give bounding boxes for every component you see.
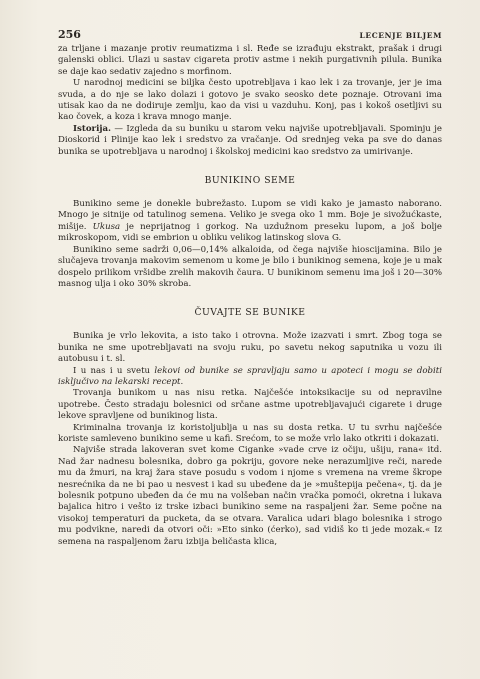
history-label: Istorija. [73,123,112,134]
seme-ukusa: Ukusa [92,221,121,232]
page-header [58,28,442,41]
section-title-cuvajte: ČUVAJTE SE BUNIKE [194,307,306,319]
seme-text-a: Bunikino seme je donekle bubrežasto. Lupom se vidi kako je jamasto naborano. Mnogo je sitnije od tatulinog semena. Veliko je svega oko 1 mm. Boje je sivožućkaste, mišije. [58,199,442,232]
cuvajte-paragraph-2 [58,366,442,389]
history-paragraph [58,124,442,158]
running-title: LECENJE BILJEM [359,31,442,40]
history-text: — Izgleda da su buniku u starom veku najviše upotrebljavali. Spominju je Dioskorid i Plinije kao lek i sredstvo za vračanje. Od srednjeg veka pa sve do danas bunika se upotrebljava u narodnoj i školskoj medicini kao sredstvo za umirivanje. [58,123,442,157]
page-body [58,44,442,548]
seme-paragraph-1 [58,199,442,245]
seme-paragraph-2: Bunikino seme sadrži 0,06—0,14% alkaloida, od čega najviše hioscijamina. Bilo je slučajeva trovanja makovim semenom u kome je bilo i bunikinog semena, koje je u mak dospelo prilikom vršidbe zrelih makovih čaura. U bunikinom semenu ima još i 20—30% masnog ulja i oko 30% skroba. [58,244,442,289]
page-number: 256 [58,28,81,41]
cuvajte-paragraph-4: Kriminalna trovanja iz koristoljublja u nas su dosta retka. U tu svrhu najčešće koriste samleveno bunikino seme u kafi. Srećom, to se može vrlo lako otkriti i dokazati. [58,422,442,444]
cuvajte-italic-text: lekovi od bunike se spravljaju samo u apoteci i mogu se dobiti isključivo na lekarski recept. [58,365,443,387]
intro-paragraph-2: U narodnoj medicini se biljka često upotrebljava i kao lek i za trovanje, jer je ima svuda, a do nje se lako dolazi i gotovo je svako seosko dete poznaje. Otrovani ima utisak kao da ne dodiruje zemlju, kao da visi u vazduhu. Konj, pas i kokoš osetljivi su kao čovek, a koza i krava mnogo manje. [58,78,442,123]
cuvajte-paragraph-3: Trovanja bunikom u nas nisu retka. Najčešće intoksikacije su od nepravilne upotrebe. Često stradaju bolesnici od srčane astme upotrebljavajući cigarete i druge lekove spravljene od bunikinog lista. [58,388,442,422]
cuvajte-text-a: I u nas i u svetu [73,365,155,376]
seme-text-b: je neprijatnog i gorkog. Na uzdužnom preseku lupom, a još bolje mikroskopom, vidi se embrion u obliku velikog latinskog slova G. [58,221,442,244]
section-title-seme: BUNIKINO SEME [204,175,296,187]
intro-paragraph-1: za trljane i mazanje protiv reumatizma i sl. Ređe se izrađuju ekstrakt, prašak i drugi galenski oblici. Ulazi u sastav cigareta protiv astme i nekih purgativnih pilula. Bunika se daje kao sedativ zajedno s morfinom. [58,44,442,77]
cuvajte-paragraph-1: Bunika je vrlo lekovita, a isto tako i otrovna. Može izazvati i smrt. Zbog toga se bunika ne sme upotrebljavati na svoju ruku, po savetu nekog saputnika u vozu ili autobusu i t. sl. [58,331,442,365]
cuvajte-paragraph-5: Najviše strada lakoveran svet kome Ciganke »vade crve iz očiju, ušiju, rana« itd. Nad žar nadnesu bolesnika, dobro ga pokriju, govore neke nerazumljive reči, narede mu da žmuri, na kraj žara stave posudu s vodom i njome s vremena na vreme škrope nesrećnika da ne bi pao u nesvest i kad su ubeđene da je »muštерija pečena«, tj. da je bolesnik potpuno ubeđen da će mu na volšeban način vračka pomoći, okretna i lukava bajalica hitro i veštо iz trske izbaci bunikino seme na raspaljeni žar. Seme počne na visokoj temperaturi da pucketa, da se otvara. Varalica udari blago bolesnika i strogo mu podvikne, naredi da otvori oči: »Eto sinko (ćerko), sad vidiš ko ti jede mozak.« Iz semena na raspaljenom žaru izbija beličasta klica, [58,445,442,547]
